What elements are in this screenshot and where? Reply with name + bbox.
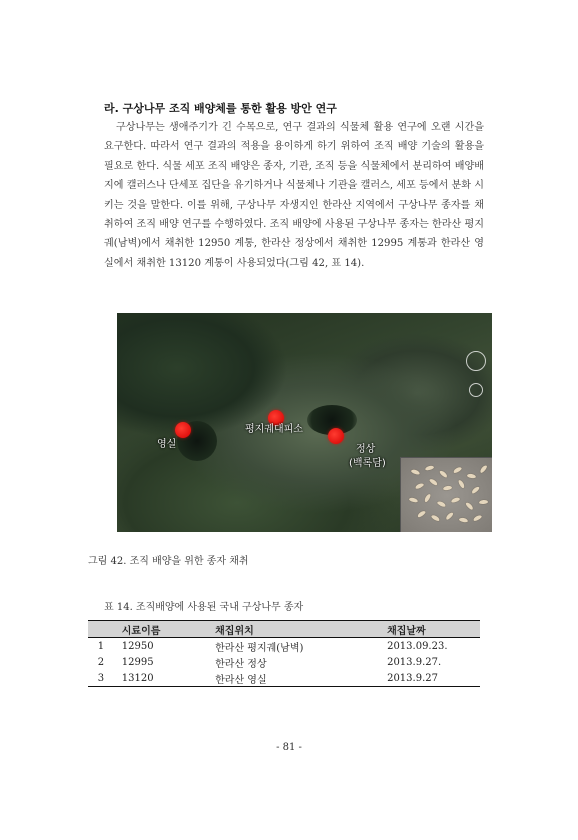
compass-small-icon [469, 383, 483, 397]
cell-index: 2 [97, 656, 105, 668]
cell-date: 2013.9.27 [357, 670, 480, 687]
cell-sample-name: 13120 [114, 670, 193, 687]
cell-index: 3 [88, 670, 114, 687]
cell-sample-name: 12950 [121, 640, 154, 652]
header-sample-name: 시료이름 [114, 621, 193, 638]
cell-location: 한라산 정상 [215, 658, 267, 670]
cell-location: 한라산 평지궤(남벽) [215, 642, 304, 654]
seed-table [88, 620, 480, 687]
table-row [88, 654, 480, 670]
page-number: - 81 - [276, 742, 302, 753]
table-caption: 표 14. 조직배양에 사용된 국내 구상나무 종자 [104, 602, 304, 613]
header-index [88, 621, 114, 638]
compass-icon [466, 351, 486, 371]
marker-summit [328, 428, 344, 444]
label-summit-line1: 정상 [356, 444, 376, 455]
cell-location: 한라산 영실 [193, 670, 357, 687]
cell-date: 2013.09.23. [387, 640, 448, 652]
section-heading: 라. 구상나무 조직 배양체를 통한 활용 방안 연구 [104, 102, 337, 115]
table-row [88, 638, 480, 655]
figure-caption: 그림 42. 조직 배양을 위한 종자 채취 [88, 556, 249, 567]
marker-yeongsil [175, 422, 191, 438]
body-paragraph [104, 118, 484, 273]
table-row [88, 670, 480, 687]
header-location: 채집위치 [193, 621, 357, 638]
cell-date: 2013.9.27. [387, 656, 442, 668]
header-date: 채집날짜 [357, 621, 480, 638]
seed-photo-inset [400, 457, 492, 532]
cell-sample-name: 12995 [121, 656, 154, 668]
label-pyeongji: 평지궤대피소 [245, 424, 303, 435]
satellite-map-figure [117, 313, 492, 532]
label-summit-line2: (백록담) [349, 458, 386, 469]
cell-index: 1 [97, 640, 105, 652]
body-paragraph-text: 구상나무는 생애주기가 긴 수목으로, 연구 결과의 식물체 활용 연구에 오랜 시간을 요구한다. 따라서 연구 결과의 적용을 용이하게 하기 위하여 조직 배양 기술의 활용을 필요로 한다. 식물 세포 조직 배양은 종자, 기관, 조직 등을 식물체에서 분리하여 배양배지에 캘러스나 단세포 집단을 유기하거나 식물체나 기관을 캘러스, 세포 등에서 분화 시키는 것을 말한다. 이를 위해, 구상나무 자생지인 한라산 지역에서 구상나무 종자를 채취하여 조직 배양 연구를 수행하였다. 조직 배양에 사용된 구상나무 종자는 한라산 평지궤(남벽)에서 채취한 12950 계통, 한라산 정상에서 채취한 12995 계통과 한라산 영실에서 채취한 13120 계통이 사용되었다(그림 42, 표 14). [104, 122, 484, 269]
table-header-row [88, 621, 480, 638]
label-yeongsil: 영실 [157, 439, 177, 450]
